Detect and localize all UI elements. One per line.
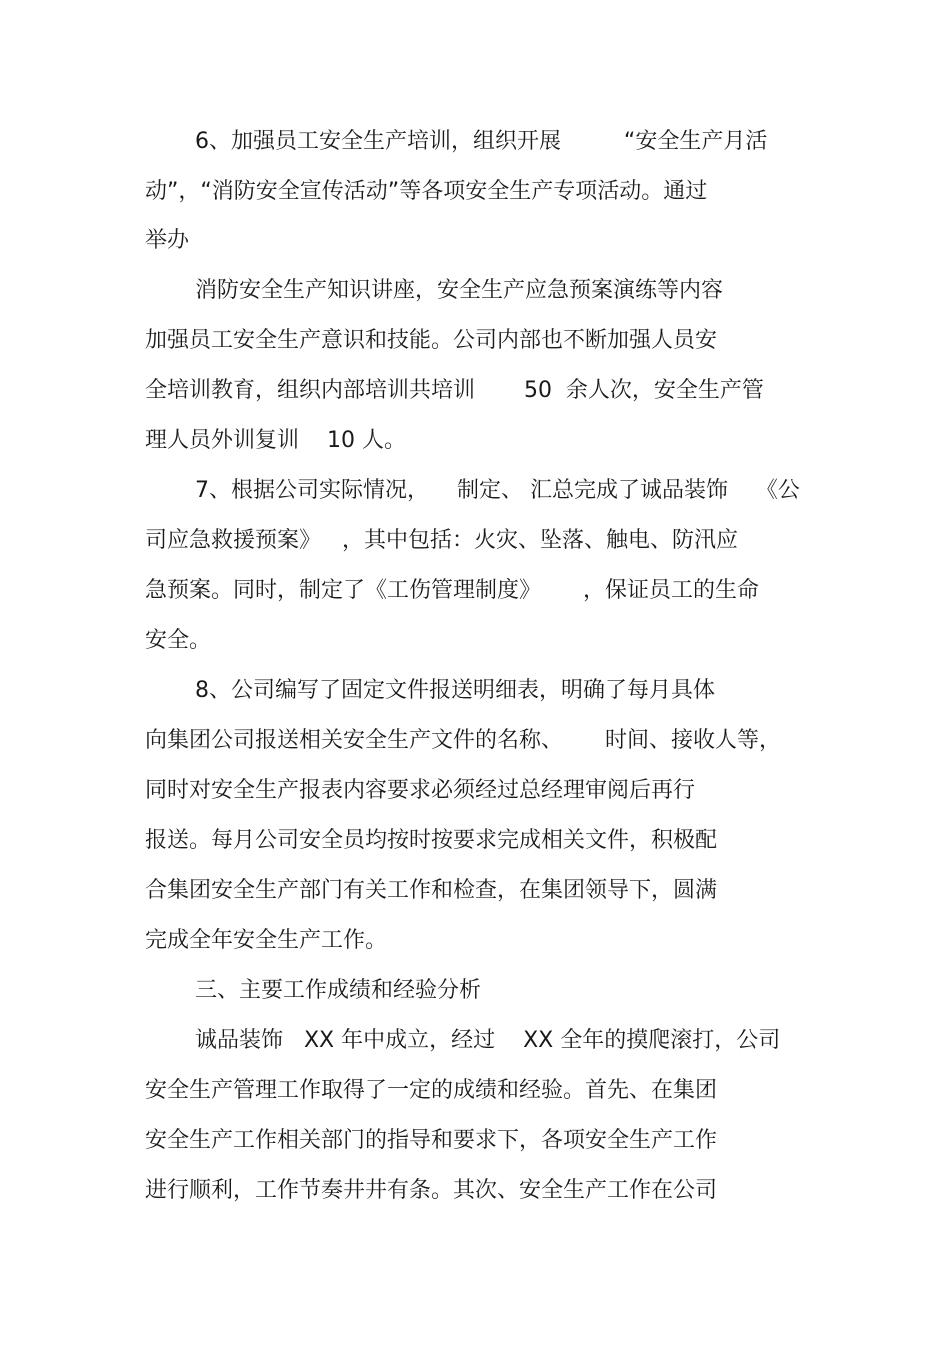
paragraph-8-line-2: 向集团公司报送相关安全生产文件的名称、 时间、接收人等， <box>145 728 781 753</box>
paragraph-6-line-1: 6、加强员工安全生产培训，组织开展 “安全生产月活 <box>195 129 768 154</box>
paragraph-6b-line-2: 加强员工安全生产意识和技能。公司内部也不断加强人员安 <box>145 328 718 353</box>
paragraph-summary-line-4: 进行顺利，工作节奏井井有条。其次、安全生产工作在公司 <box>145 1178 718 1203</box>
paragraph-summary-line-2: 安全生产管理工作取得了一定的成绩和经验。首先、在集团 <box>145 1078 718 1103</box>
paragraph-7-line-1: 7、根据公司实际情况， 制定、 汇总完成了诚品装饰 《公 <box>195 478 800 503</box>
paragraph-summary-line-3: 安全生产工作相关部门的指导和要求下，各项安全生产工作 <box>145 1128 718 1153</box>
paragraph-6b-line-4: 理人员外训复训 10 人。 <box>145 428 406 453</box>
paragraph-6-line-3: 举办 <box>145 228 190 253</box>
paragraph-8-line-6: 完成全年安全生产工作。 <box>145 928 388 953</box>
section-heading-3: 三、主要工作成绩和经验分析 <box>195 978 482 1003</box>
paragraph-summary-line-1: 诚品装饰 XX 年中成立，经过 XX 全年的摸爬滚打，公司 <box>195 1028 781 1053</box>
paragraph-8-line-4: 报送。每月公司安全员均按时按要求完成相关文件，积极配 <box>145 828 718 853</box>
paragraph-7-line-3: 急预案。同时，制定了《工伤管理制度》 ，保证员工的生命 <box>145 578 759 603</box>
paragraph-8-line-1: 8、公司编写了固定文件报送明细表，明确了每月具体 <box>195 678 715 703</box>
paragraph-8-line-3: 同时对安全生产报表内容要求必须经过总经理审阅后再行 <box>145 778 696 803</box>
paragraph-6b-line-1: 消防安全生产知识讲座，安全生产应急预案演练等内容 <box>195 278 724 303</box>
paragraph-6-line-2: 动”，“消防安全宣传活动”等各项安全生产专项活动。通过 <box>145 179 708 204</box>
paragraph-8-line-5: 合集团安全生产部门有关工作和检查，在集团领导下，圆满 <box>145 878 718 903</box>
paragraph-7-line-4: 安全。 <box>145 628 212 653</box>
paragraph-7-line-2: 司应急救援预案》 ，其中包括：火灾、坠落、触电、防汛应 <box>145 528 738 553</box>
paragraph-6b-line-3: 全培训教育，组织内部培训共培训 50 余人次，安全生产管 <box>145 378 764 403</box>
